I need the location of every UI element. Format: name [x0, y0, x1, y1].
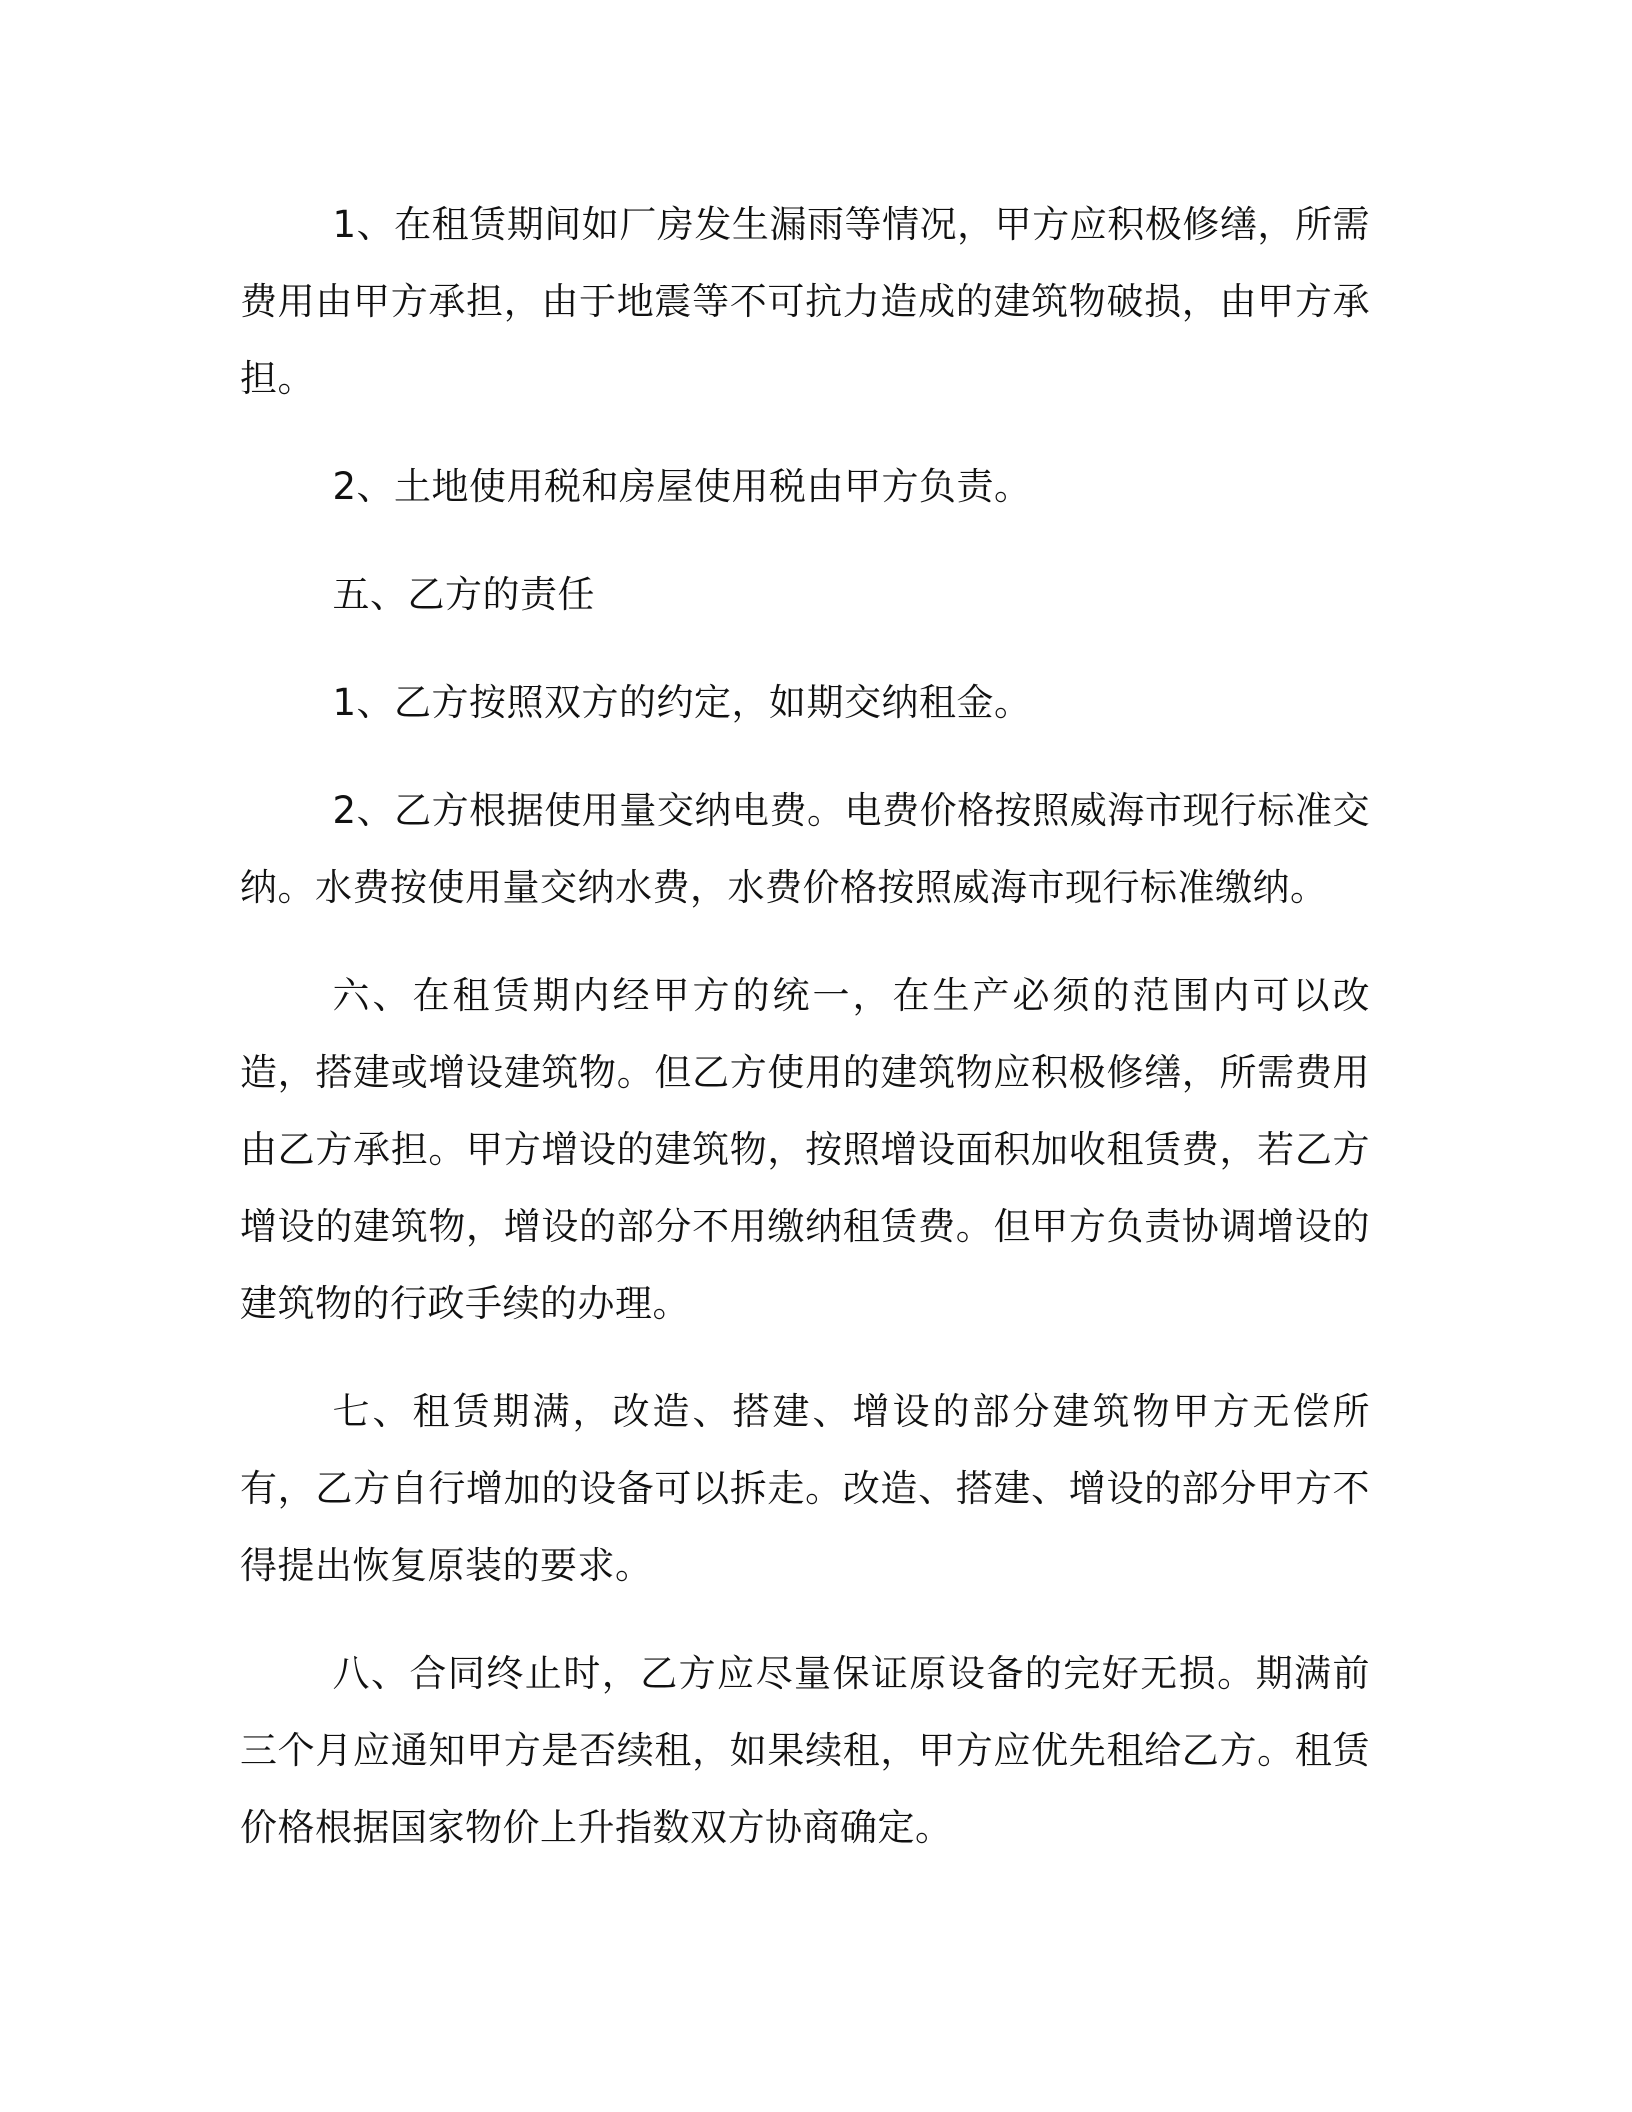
paragraph-section-eight-termination: 八、合同终止时，乙方应尽量保证原设备的完好无损。期满前三个月应通知甲方是否续租，如果续租，甲方应优先租给乙方。租赁价格根据国家物价上升指数双方协商确定。	[240, 1652, 1370, 1849]
document-body	[240, 186, 1370, 1897]
section-heading-party-b-responsibility: 五、乙方的责任	[332, 573, 595, 616]
paragraph-section-seven-lease-expiry: 七、租赁期满，改造、搭建、增设的部分建筑物甲方无偿所有，乙方自行增加的设备可以拆走。改造、搭建、增设的部分甲方不得提出恢复原装的要求。	[240, 1390, 1370, 1587]
paragraph-section-six-construction: 六、在租赁期内经甲方的统一，在生产必须的范围内可以改造，搭建或增设建筑物。但乙方使用的建筑物应积极修缮，所需费用由乙方承担。甲方增设的建筑物，按照增设面积加收租赁费，若乙方增设的建筑物，增设的部分不用缴纳租赁费。但甲方负责协调增设的建筑物的行政手续的办理。	[240, 974, 1370, 1325]
paragraph-utility-fees: 2、乙方根据使用量交纳电费。电费价格按照威海市现行标准交纳。水费按使用量交纳水费，水费价格按照威海市现行标准缴纳。	[240, 789, 1370, 909]
paragraph-land-tax: 2、土地使用税和房屋使用税由甲方负责。	[332, 465, 1032, 508]
paragraph-repair-responsibility: 1、在租赁期间如厂房发生漏雨等情况，甲方应积极修缮，所需费用由甲方承担，由于地震等不可抗力造成的建筑物破损，由甲方承担。	[240, 203, 1370, 400]
paragraph-rent-payment: 1、乙方按照双方的约定，如期交纳租金。	[332, 681, 1032, 724]
